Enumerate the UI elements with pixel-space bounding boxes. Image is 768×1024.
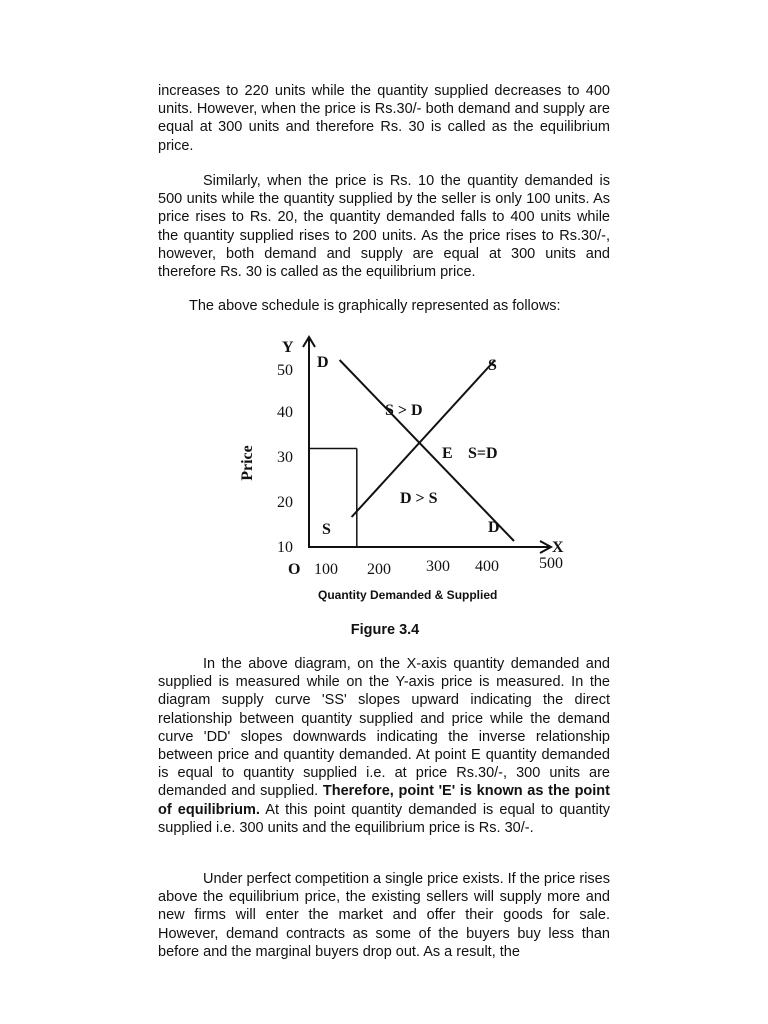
y-tick-label: 50 (277, 362, 293, 379)
paragraph-4-text (158, 655, 610, 837)
paragraph-5-text: Under perfect competition a single price exists. If the price rises above the equilibrium price, the existing sellers will supply more and new firms will enter the market and offer their goods for sale. However, demand contracts as some of the buyers buy less than before and the marginal buyers drop out. As a result, the (158, 871, 610, 960)
paragraph-4-emphasis: Therefore, point 'E' is known as the point of equilibrium. (158, 783, 610, 818)
supply-label-top: S (488, 357, 497, 374)
paragraph-4 (158, 655, 610, 837)
y-axis-title: Price (239, 445, 256, 481)
x-tick-label: 400 (475, 558, 499, 575)
supply-demand-figure (230, 330, 580, 580)
x-axis-caption: Quantity Demanded & Supplied (318, 588, 498, 602)
paragraph-4-part2: At this point quantity demanded is equal to quantity supplied i.e. 300 units and the equilibrium price is Rs. 30/-. (158, 801, 610, 836)
demand-label-top: D (317, 354, 329, 371)
paragraph-1-text: increases to 220 units while the quantity supplied decreases to 400 units. However, when the price is Rs.30/- both demand and supply are equal at 300 units and therefore Rs. 30 is called as the equilibrium price. (158, 83, 610, 154)
supply-label-bottom: S (322, 521, 331, 538)
figure-title: Figure 3.4 (350, 622, 420, 638)
x-tick-label: 200 (367, 561, 391, 578)
paragraph-2 (158, 172, 610, 281)
x-tick-label: 300 (426, 558, 450, 575)
origin-label: O (288, 561, 301, 578)
demand-label-bottom: D (488, 519, 500, 536)
paragraph-5 (158, 870, 610, 961)
paragraph-2-text: Similarly, when the price is Rs. 10 the quantity demanded is 500 units while the quantity supplied by the seller is only 100 units. As price rises to Rs. 20, the quantity demanded falls to 400 units while the quantity supplied rises to 200 units. As the price rises to Rs.30/-, however, both demand and supply are equal at 300 units and therefore Rs. 30 is called as the equilibrium price. (158, 173, 610, 281)
excess-supply-label: S > D (385, 402, 423, 419)
paragraph-3 (158, 297, 610, 315)
paragraph-3-text: The above schedule is graphically represented as follows: (189, 298, 561, 314)
x-axis-letter: X (552, 539, 564, 556)
y-axis-letter: Y (282, 339, 294, 356)
paragraph-4-part1: In the above diagram, on the X-axis quantity demanded and supplied is measured while on the Y-axis price is measured. In the diagram supply curve 'SS' slopes upward indicating the direct relationship between quantity supplied and price while the demand curve 'DD' slopes downwards indicating the inverse relationship between price and quantity demanded. At point E quantity demanded is equal to quantity supplied i.e. at price Rs.30/-, 300 units are demanded and supplied. (158, 656, 610, 800)
equilibrium-condition-label: S=D (468, 445, 498, 462)
paragraph-1 (158, 82, 610, 155)
y-tick-label: 20 (277, 494, 293, 511)
x-tick-label: 100 (314, 561, 338, 578)
y-tick-label: 40 (277, 404, 293, 421)
y-tick-label: 10 (277, 539, 293, 556)
excess-demand-label: D > S (400, 490, 438, 507)
supply-demand-chart (230, 330, 580, 580)
equilibrium-point-label: E (442, 445, 453, 462)
y-tick-label: 30 (277, 449, 293, 466)
x-tick-label: 500 (539, 555, 563, 572)
